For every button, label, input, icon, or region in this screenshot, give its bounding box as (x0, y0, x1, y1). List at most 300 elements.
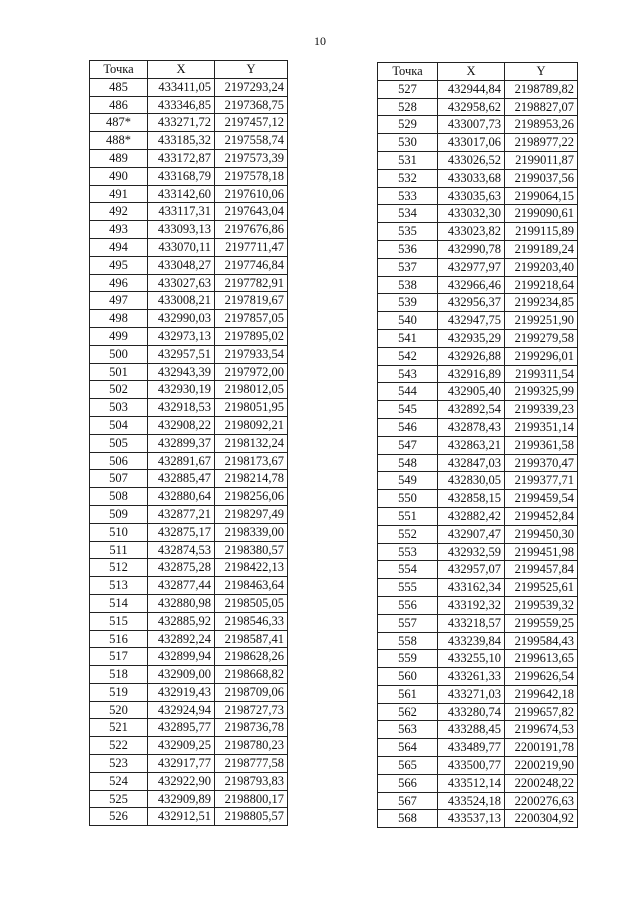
x-coordinate-cell: 433537,13 (438, 810, 505, 828)
table-row (90, 149, 288, 167)
y-coordinate-cell: 2198546,33 (215, 612, 288, 630)
x-coordinate-cell: 432875,17 (148, 523, 215, 541)
table-row (378, 792, 578, 810)
y-coordinate-cell: 2200191,78 (505, 739, 578, 757)
point-cell: 554 (378, 561, 438, 579)
point-cell: 547 (378, 436, 438, 454)
table-row (378, 347, 578, 365)
table-row (378, 294, 578, 312)
point-cell: 496 (90, 274, 148, 292)
point-cell: 523 (90, 755, 148, 773)
x-coordinate-cell: 432895,77 (148, 719, 215, 737)
x-coordinate-cell: 432875,28 (148, 559, 215, 577)
x-coordinate-cell: 432958,62 (438, 98, 505, 116)
table-row (378, 703, 578, 721)
x-coordinate-cell: 433288,45 (438, 721, 505, 739)
point-cell: 546 (378, 418, 438, 436)
x-coordinate-cell: 433035,63 (438, 187, 505, 205)
y-coordinate-cell: 2198977,22 (505, 134, 578, 152)
y-coordinate-cell: 2199064,15 (505, 187, 578, 205)
point-cell: 503 (90, 399, 148, 417)
point-cell: 492 (90, 203, 148, 221)
y-coordinate-cell: 2197457,12 (215, 114, 288, 132)
table-row (378, 418, 578, 436)
point-cell: 525 (90, 790, 148, 808)
point-cell: 485 (90, 78, 148, 96)
table-row (378, 365, 578, 383)
point-cell: 553 (378, 543, 438, 561)
table-row (90, 523, 288, 541)
x-coordinate-cell: 432885,47 (148, 470, 215, 488)
y-coordinate-cell: 2198297,49 (215, 505, 288, 523)
x-coordinate-cell: 433168,79 (148, 167, 215, 185)
point-cell: 537 (378, 258, 438, 276)
point-cell: 560 (378, 668, 438, 686)
x-coordinate-cell: 432880,64 (148, 488, 215, 506)
x-coordinate-cell: 433070,11 (148, 238, 215, 256)
x-coordinate-cell: 432957,51 (148, 345, 215, 363)
point-cell: 520 (90, 701, 148, 719)
y-coordinate-cell: 2199311,54 (505, 365, 578, 383)
point-cell: 531 (378, 151, 438, 169)
x-coordinate-cell: 432917,77 (148, 755, 215, 773)
point-cell: 533 (378, 187, 438, 205)
y-coordinate-cell: 2199351,14 (505, 418, 578, 436)
table-row (378, 596, 578, 614)
x-coordinate-cell: 433500,77 (438, 757, 505, 775)
table-row (378, 240, 578, 258)
x-coordinate-cell: 432909,25 (148, 737, 215, 755)
table-row (90, 505, 288, 523)
y-coordinate-cell: 2198587,41 (215, 630, 288, 648)
table-row (90, 737, 288, 755)
y-coordinate-cell: 2200276,63 (505, 792, 578, 810)
x-coordinate-cell: 432930,19 (148, 381, 215, 399)
x-coordinate-cell: 432878,43 (438, 418, 505, 436)
point-cell: 556 (378, 596, 438, 614)
y-coordinate-cell: 2199457,84 (505, 561, 578, 579)
y-coordinate-cell: 2199642,18 (505, 685, 578, 703)
x-coordinate-cell: 432899,94 (148, 648, 215, 666)
x-coordinate-cell: 432943,39 (148, 363, 215, 381)
x-coordinate-cell: 433261,33 (438, 668, 505, 686)
x-coordinate-cell: 432892,54 (438, 401, 505, 419)
table-row (378, 650, 578, 668)
y-coordinate-cell: 2198777,58 (215, 755, 288, 773)
y-coordinate-cell: 2199037,56 (505, 169, 578, 187)
y-coordinate-cell: 2199674,53 (505, 721, 578, 739)
table-row (90, 167, 288, 185)
x-coordinate-cell: 433033,68 (438, 169, 505, 187)
y-coordinate-cell: 2198780,23 (215, 737, 288, 755)
point-cell: 549 (378, 472, 438, 490)
table-row (90, 327, 288, 345)
y-coordinate-cell: 2198214,78 (215, 470, 288, 488)
table-row (378, 543, 578, 561)
table-row (90, 755, 288, 773)
y-coordinate-cell: 2198953,26 (505, 116, 578, 134)
table-row (378, 223, 578, 241)
y-coordinate-cell: 2198012,05 (215, 381, 288, 399)
y-coordinate-cell: 2197558,74 (215, 132, 288, 150)
point-cell: 501 (90, 363, 148, 381)
x-coordinate-cell: 432956,37 (438, 294, 505, 312)
table-row (90, 292, 288, 310)
point-cell: 515 (90, 612, 148, 630)
x-coordinate-cell: 432874,53 (148, 541, 215, 559)
x-coordinate-cell: 432926,88 (438, 347, 505, 365)
x-coordinate-cell: 432966,46 (438, 276, 505, 294)
x-column-header: X (438, 63, 505, 81)
x-coordinate-cell: 432882,42 (438, 507, 505, 525)
point-column-header: Точка (90, 61, 148, 79)
point-cell: 562 (378, 703, 438, 721)
table-row (378, 436, 578, 454)
table-row (90, 434, 288, 452)
x-coordinate-cell: 433192,32 (438, 596, 505, 614)
table-row (90, 630, 288, 648)
point-cell: 539 (378, 294, 438, 312)
point-cell: 502 (90, 381, 148, 399)
x-coordinate-cell: 432935,29 (438, 329, 505, 347)
y-coordinate-cell: 2199339,23 (505, 401, 578, 419)
point-cell: 490 (90, 167, 148, 185)
y-coordinate-cell: 2197819,67 (215, 292, 288, 310)
table-row (90, 399, 288, 417)
x-coordinate-cell: 433032,30 (438, 205, 505, 223)
table-row (378, 472, 578, 490)
point-cell: 524 (90, 772, 148, 790)
y-coordinate-cell: 2198727,73 (215, 701, 288, 719)
table-row (90, 790, 288, 808)
y-coordinate-cell: 2199584,43 (505, 632, 578, 650)
y-coordinate-cell: 2198339,00 (215, 523, 288, 541)
x-coordinate-cell: 432990,03 (148, 310, 215, 328)
point-cell: 507 (90, 470, 148, 488)
point-cell: 489 (90, 149, 148, 167)
table-row (90, 238, 288, 256)
point-cell: 521 (90, 719, 148, 737)
point-cell: 522 (90, 737, 148, 755)
table-row (378, 116, 578, 134)
table-row (378, 721, 578, 739)
y-coordinate-cell: 2200304,92 (505, 810, 578, 828)
y-coordinate-cell: 2199011,87 (505, 151, 578, 169)
point-cell: 487* (90, 114, 148, 132)
x-coordinate-cell: 433239,84 (438, 632, 505, 650)
point-cell: 538 (378, 276, 438, 294)
point-cell: 530 (378, 134, 438, 152)
point-cell: 550 (378, 490, 438, 508)
point-cell: 500 (90, 345, 148, 363)
y-coordinate-cell: 2199451,98 (505, 543, 578, 561)
x-coordinate-cell: 432990,78 (438, 240, 505, 258)
point-cell: 526 (90, 808, 148, 826)
y-coordinate-cell: 2197368,75 (215, 96, 288, 114)
x-coordinate-cell: 433271,72 (148, 114, 215, 132)
table-row (90, 256, 288, 274)
y-column-header: Y (505, 63, 578, 81)
y-coordinate-cell: 2197972,00 (215, 363, 288, 381)
point-cell: 518 (90, 666, 148, 684)
table-row (378, 169, 578, 187)
y-coordinate-cell: 2198736,78 (215, 719, 288, 737)
point-cell: 493 (90, 221, 148, 239)
x-coordinate-cell: 432908,22 (148, 416, 215, 434)
point-cell: 541 (378, 329, 438, 347)
point-cell: 557 (378, 614, 438, 632)
y-coordinate-cell: 2199361,58 (505, 436, 578, 454)
x-coordinate-cell: 432973,13 (148, 327, 215, 345)
table-row (90, 559, 288, 577)
table-row (378, 329, 578, 347)
x-coordinate-cell: 432880,98 (148, 594, 215, 612)
table-row (90, 701, 288, 719)
point-cell: 568 (378, 810, 438, 828)
table-row (90, 772, 288, 790)
x-coordinate-cell: 432918,53 (148, 399, 215, 417)
table-row (378, 205, 578, 223)
table-row (90, 96, 288, 114)
x-coordinate-cell: 433218,57 (438, 614, 505, 632)
point-cell: 551 (378, 507, 438, 525)
x-coordinate-cell: 432922,90 (148, 772, 215, 790)
y-coordinate-cell: 2197610,06 (215, 185, 288, 203)
y-coordinate-cell: 2197573,39 (215, 149, 288, 167)
x-coordinate-cell: 432916,89 (438, 365, 505, 383)
page-number: 10 (314, 34, 326, 48)
point-cell: 498 (90, 310, 148, 328)
table-row (90, 203, 288, 221)
y-coordinate-cell: 2199657,82 (505, 703, 578, 721)
point-cell: 512 (90, 559, 148, 577)
x-coordinate-cell: 432899,37 (148, 434, 215, 452)
y-coordinate-cell: 2199459,54 (505, 490, 578, 508)
point-cell: 514 (90, 594, 148, 612)
table-row (378, 490, 578, 508)
point-cell: 558 (378, 632, 438, 650)
table-row (90, 470, 288, 488)
table-row (90, 648, 288, 666)
x-coordinate-cell: 432932,59 (438, 543, 505, 561)
x-coordinate-cell: 432912,51 (148, 808, 215, 826)
point-cell: 548 (378, 454, 438, 472)
x-coordinate-cell: 433411,05 (148, 78, 215, 96)
x-coordinate-cell: 433489,77 (438, 739, 505, 757)
y-coordinate-cell: 2198463,64 (215, 577, 288, 595)
x-coordinate-cell: 432909,89 (148, 790, 215, 808)
table-row (378, 401, 578, 419)
table-row (90, 666, 288, 684)
y-coordinate-cell: 2198092,21 (215, 416, 288, 434)
y-coordinate-cell: 2198668,82 (215, 666, 288, 684)
x-coordinate-cell: 433142,60 (148, 185, 215, 203)
point-cell: 567 (378, 792, 438, 810)
y-coordinate-cell: 2198793,83 (215, 772, 288, 790)
table-row (90, 416, 288, 434)
x-coordinate-cell: 432885,92 (148, 612, 215, 630)
table-row (90, 221, 288, 239)
x-coordinate-cell: 432944,84 (438, 80, 505, 98)
table-row (378, 739, 578, 757)
table-header-row (90, 61, 288, 79)
y-coordinate-cell: 2197895,02 (215, 327, 288, 345)
table-row (378, 525, 578, 543)
coordinates-table-right (377, 62, 578, 828)
y-coordinate-cell: 2198628,26 (215, 648, 288, 666)
x-coordinate-cell: 432877,21 (148, 505, 215, 523)
y-coordinate-cell: 2198051,95 (215, 399, 288, 417)
y-coordinate-cell: 2199090,61 (505, 205, 578, 223)
table-row (90, 488, 288, 506)
point-cell: 509 (90, 505, 148, 523)
y-coordinate-cell: 2199377,71 (505, 472, 578, 490)
y-coordinate-cell: 2197933,54 (215, 345, 288, 363)
x-coordinate-cell: 432977,97 (438, 258, 505, 276)
point-cell: 534 (378, 205, 438, 223)
x-coordinate-cell: 432919,43 (148, 683, 215, 701)
table-row (90, 612, 288, 630)
point-cell: 497 (90, 292, 148, 310)
x-coordinate-cell: 433008,21 (148, 292, 215, 310)
point-cell: 513 (90, 577, 148, 595)
point-cell: 543 (378, 365, 438, 383)
point-cell: 545 (378, 401, 438, 419)
y-coordinate-cell: 2199539,32 (505, 596, 578, 614)
y-coordinate-cell: 2199203,40 (505, 258, 578, 276)
table-row (90, 381, 288, 399)
x-coordinate-cell: 432905,40 (438, 383, 505, 401)
point-cell: 544 (378, 383, 438, 401)
y-coordinate-cell: 2197782,91 (215, 274, 288, 292)
point-cell: 504 (90, 416, 148, 434)
point-cell: 564 (378, 739, 438, 757)
y-coordinate-cell: 2198827,07 (505, 98, 578, 116)
table-row (378, 685, 578, 703)
point-cell: 508 (90, 488, 148, 506)
x-coordinate-cell: 433271,03 (438, 685, 505, 703)
table-row (90, 808, 288, 826)
point-cell: 510 (90, 523, 148, 541)
x-coordinate-cell: 433280,74 (438, 703, 505, 721)
point-cell: 540 (378, 312, 438, 330)
y-coordinate-cell: 2197711,47 (215, 238, 288, 256)
x-coordinate-cell: 432847,03 (438, 454, 505, 472)
y-coordinate-cell: 2197857,05 (215, 310, 288, 328)
y-coordinate-cell: 2199559,25 (505, 614, 578, 632)
y-coordinate-cell: 2199452,84 (505, 507, 578, 525)
table-row (90, 541, 288, 559)
table-row (378, 561, 578, 579)
point-cell: 561 (378, 685, 438, 703)
y-coordinate-cell: 2198132,24 (215, 434, 288, 452)
point-cell: 566 (378, 774, 438, 792)
table-row (378, 312, 578, 330)
x-coordinate-cell: 433017,06 (438, 134, 505, 152)
point-cell: 495 (90, 256, 148, 274)
table-row (378, 632, 578, 650)
table-row (90, 683, 288, 701)
x-coordinate-cell: 433524,18 (438, 792, 505, 810)
point-cell: 486 (90, 96, 148, 114)
y-coordinate-cell: 2198173,67 (215, 452, 288, 470)
point-cell: 499 (90, 327, 148, 345)
table-row (378, 810, 578, 828)
table-row (378, 454, 578, 472)
point-cell: 516 (90, 630, 148, 648)
x-coordinate-cell: 433048,27 (148, 256, 215, 274)
table-row (90, 78, 288, 96)
y-coordinate-cell: 2198505,05 (215, 594, 288, 612)
x-coordinate-cell: 433172,87 (148, 149, 215, 167)
y-coordinate-cell: 2197643,04 (215, 203, 288, 221)
point-cell: 552 (378, 525, 438, 543)
point-cell: 565 (378, 757, 438, 775)
table-row (90, 345, 288, 363)
point-cell: 505 (90, 434, 148, 452)
y-coordinate-cell: 2198709,06 (215, 683, 288, 701)
table-row (90, 363, 288, 381)
y-column-header: Y (215, 61, 288, 79)
point-cell: 559 (378, 650, 438, 668)
table-row (90, 719, 288, 737)
table-header-row (378, 63, 578, 81)
x-coordinate-cell: 433162,34 (438, 579, 505, 597)
x-coordinate-cell: 433093,13 (148, 221, 215, 239)
table-row (378, 134, 578, 152)
x-coordinate-cell: 432947,75 (438, 312, 505, 330)
y-coordinate-cell: 2199234,85 (505, 294, 578, 312)
table-row (90, 185, 288, 203)
x-coordinate-cell: 433023,82 (438, 223, 505, 241)
point-cell: 535 (378, 223, 438, 241)
point-cell: 563 (378, 721, 438, 739)
y-coordinate-cell: 2199613,65 (505, 650, 578, 668)
table-row (90, 132, 288, 150)
y-coordinate-cell: 2199525,61 (505, 579, 578, 597)
x-coordinate-cell: 433026,52 (438, 151, 505, 169)
table-row (378, 668, 578, 686)
x-coordinate-cell: 432863,21 (438, 436, 505, 454)
table-row (378, 276, 578, 294)
y-coordinate-cell: 2197578,18 (215, 167, 288, 185)
y-coordinate-cell: 2199189,24 (505, 240, 578, 258)
x-coordinate-cell: 432892,24 (148, 630, 215, 648)
y-coordinate-cell: 2200248,22 (505, 774, 578, 792)
y-coordinate-cell: 2199251,90 (505, 312, 578, 330)
y-coordinate-cell: 2199218,64 (505, 276, 578, 294)
y-coordinate-cell: 2198789,82 (505, 80, 578, 98)
point-cell: 494 (90, 238, 148, 256)
table-row (90, 114, 288, 132)
y-coordinate-cell: 2198805,57 (215, 808, 288, 826)
y-coordinate-cell: 2199296,01 (505, 347, 578, 365)
table-row (378, 579, 578, 597)
x-coordinate-cell: 432957,07 (438, 561, 505, 579)
x-coordinate-cell: 432924,94 (148, 701, 215, 719)
y-coordinate-cell: 2199626,54 (505, 668, 578, 686)
point-cell: 519 (90, 683, 148, 701)
y-coordinate-cell: 2200219,90 (505, 757, 578, 775)
x-coordinate-cell: 432858,15 (438, 490, 505, 508)
x-coordinate-cell: 433346,85 (148, 96, 215, 114)
y-coordinate-cell: 2198380,57 (215, 541, 288, 559)
point-cell: 528 (378, 98, 438, 116)
point-cell: 529 (378, 116, 438, 134)
y-coordinate-cell: 2199279,58 (505, 329, 578, 347)
point-cell: 511 (90, 541, 148, 559)
table-row (90, 577, 288, 595)
